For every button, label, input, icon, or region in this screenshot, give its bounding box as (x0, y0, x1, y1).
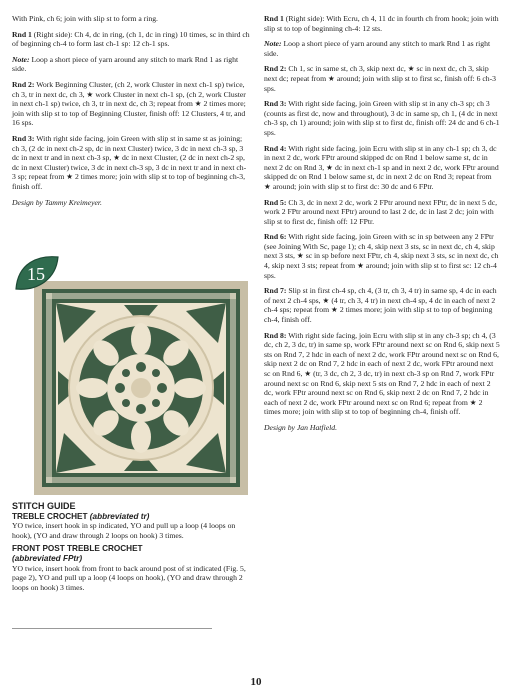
r-rnd5-label: Rnd 5: (264, 197, 287, 207)
rnd2-label: Rnd 2: (12, 79, 35, 89)
pattern-figure (12, 253, 248, 497)
r-rnd2-paragraph (264, 64, 500, 93)
fptr-heading: FRONT POST TREBLE CROCHET (12, 544, 143, 554)
r-rnd5-text: Ch 3, dc in next 2 dc, work 2 FPtr around next FPtr, dc in next 5 dc, work 2 FPtr around next FPtr) around to last 2 dc, dc in last 2 dc; join with slip st to first dc, finish off: 12 FPtr. (264, 197, 498, 226)
treble-crochet-name: TREBLE CROCHET (12, 511, 88, 521)
r-rnd1-paragraph (264, 14, 500, 33)
page-number: 10 (250, 676, 262, 688)
r-rnd2-text: Ch 1, sc in same st, ch 3, skip next dc, ★ sc in next dc, ch 3, skip next dc; repeat from ★ around; join with slip st to first sc, finish off: 6 ch-3 sps. (264, 64, 496, 93)
r-rnd3-label: Rnd 3: (264, 99, 287, 109)
fptr-text: YO twice, insert hook from front to back around post of st indicated (Fig. 5, page 2), YO and pull up a loop (4 loops on hook), (YO and draw through 2 loops on hook) 3 times. (12, 563, 246, 592)
left-column (12, 14, 250, 213)
r-rnd4-label: Rnd 4: (264, 143, 287, 153)
treble-crochet-heading (12, 512, 248, 522)
r-note-label: Note: (264, 39, 282, 49)
r-rnd4-text: With right side facing, join Ecru with slip st in any ch-1 sp; ch 3, dc in next 2 dc, work FPtr around skipped dc on Rnd 1 below same st, dc in next 2 dc on Rnd 3, ★ dc in next ch-1 sp and in next 2 dc, work FPtr around skipped dc on Rnd 1 below same st, dc in next 2 dc on Rnd 3; repeat from ★ around; join with slip st to first dc: 30 dc and 6 FPtr. (264, 143, 499, 191)
rnd3-paragraph (12, 134, 250, 192)
treble-crochet-abbr: (abbreviated tr) (89, 511, 150, 521)
r-design-credit: Design by Jan Hatfield. (264, 422, 338, 432)
granny-square-image (34, 281, 248, 495)
r-rnd6-paragraph (264, 232, 500, 280)
pattern-number: 15 (27, 264, 45, 284)
rnd1-paragraph (12, 30, 250, 49)
fptr-abbr: (abbreviated FPtr) (12, 553, 83, 563)
crochet-square-photo (34, 281, 248, 495)
note-label: Note: (12, 54, 30, 64)
divider-rule (12, 628, 212, 629)
r-rnd2-label: Rnd 2: (264, 64, 287, 74)
leaf-number-badge (12, 253, 60, 293)
design-credit: Design by Tammy Kreimeyer. (12, 197, 102, 207)
r-rnd8-paragraph (264, 331, 500, 417)
r-note-paragraph (264, 39, 500, 58)
r-rnd6-label: Rnd 6: (264, 232, 287, 242)
r-rnd7-label: Rnd 7: (264, 286, 287, 296)
intro-text: With Pink, ch 6; join with slip st to form a ring. (12, 14, 158, 23)
stitch-guide-heading: STITCH GUIDE (12, 501, 76, 511)
rnd2-paragraph (12, 80, 250, 128)
right-column (264, 14, 500, 439)
note-text: Loop a short piece of yarn around any stitch to mark Rnd 1 as right side. (12, 54, 239, 74)
r-rnd7-paragraph (264, 286, 500, 324)
treble-crochet-text: YO twice, insert hook in sp indicated, YO and pull up a loop (4 loops on hook), (YO and draw through 2 loops on hook) 3 times. (12, 521, 236, 540)
r-rnd1-text: (Right side): With Ecru, ch 4, 11 dc in fourth ch from hook; join with slip st to top of beginning ch-4: 12 sts. (264, 14, 499, 33)
r-rnd4-paragraph (264, 144, 500, 192)
rnd3-text: With right side facing, join Green with slip st in same st as joining; ch 3, (2 dc in next ch-2 sp, dc in next Cluster) twice, 3 dc in next ch-3 sp, 3 dc in next tr and in next ch-3 sp, ★ dc in next Cluster, (2 dc in next ch-2 sp, dc in next Cluster) twice, 3 dc in next ch-3 sp, 3 dc in next tr and in next ch-3 sp; repeat from ★ 2 times more; join with slip st to top of beginning ch-3, finish off. (12, 133, 247, 191)
note-paragraph (12, 55, 250, 74)
r-rnd8-label: Rnd 8: (264, 330, 287, 340)
rnd2-text: Work Beginning Cluster, (ch 2, work Cluster in next ch-1 sp) twice, ch 3, tr in next dc, ch 3, ★ work Cluster in next ch-1 sp, (ch 2, work Cluster in next ch-1 sp) twice, ch 3, tr in next dc, ch 3; repeat from ★ 2 times more; join with slip st to top of Beginning Cluster, finish off: 12 Clusters, 4 tr, and 16 sps. (12, 79, 246, 128)
stitch-guide (12, 502, 248, 598)
rnd1-text: (Right side): Ch 4, dc in ring, (ch 1, dc in ring) 10 times, sc in third ch of beginning ch-4 to form last ch-1 sp: 12 ch-1 sps. (12, 29, 250, 49)
rnd1-label: Rnd 1 (12, 29, 32, 39)
r-rnd6-text: With right side facing, join Green with sc in sp between any 2 FPtr (see Joining With Sc, page 1); ch 4, skip next 3 sts, sc in next dc, ch 4, skip next 3 sts, ★ sc in sp before next FPtr, ch 4, skip next 3 sts, sc in next dc, ch 4, skip next 3 sts; repeat from ★ around; join with slip st to first sc: 12 ch-4 sps. (264, 232, 499, 280)
r-rnd5-paragraph (264, 198, 500, 227)
r-rnd7-text: Slip st in first ch-4 sp, ch 4, (3 tr, ch 3, 4 tr) in same sp, 4 dc in each of next 2 ch-4 sps, ★ (4 tr, ch 3, 4 tr) in next ch-4 sp, 4 dc in each of next 2 ch-4 sps; repeat from ★ 2 times more; join with slip st to top of beginning ch-4, finish off. (264, 286, 497, 325)
r-rnd8-text: With right side facing, join Ecru with slip st in any ch-3 sp; ch 4, (3 dc, ch 2, 3 dc, tr) in same sp, work FPtr around next sc on Rnd 6, skip next 5 sts on Rnd 7, 2 hdc in each of next 2 dc, work FPtr around next sc on Rnd 6, skip next 2 dc on Rnd 7, 2 hdc in each of next 2 dc, work FPtr around next sc on Rnd 6, ★ (tr, 3 dc, ch 2, 3 dc, tr) in next ch-3 sp on Rnd 7, work FPtr around next sc on Rnd 6, skip next 5 sts on Rnd 7, 2 hdc in each of next 2 dc, work FPtr around next sc on Rnd 6, skip next 2 dc on Rnd 7, 2 hdc in each of next 2 dc, work FPtr around next sc on Rnd 6; repeat from ★ 2 times more; join with slip st to top of beginning ch-4, finish off. (264, 330, 500, 417)
r-note-text: Loop a short piece of yarn around any stitch to mark Rnd 1 as right side. (264, 39, 491, 58)
r-rnd1-label: Rnd 1 (264, 14, 284, 23)
r-rnd3-paragraph (264, 99, 500, 137)
rnd3-label: Rnd 3: (12, 133, 35, 143)
r-rnd3-text: With right side facing, join Green with slip st in any ch-3 sp; ch 3 (counts as first dc, now and throughout), 3 dc in same sp, ch 1, (4 dc in next ch-3 sp, ch 1) around; join with slip st to first dc, finish off: 24 dc and 6 ch-1 sps. (264, 99, 500, 137)
